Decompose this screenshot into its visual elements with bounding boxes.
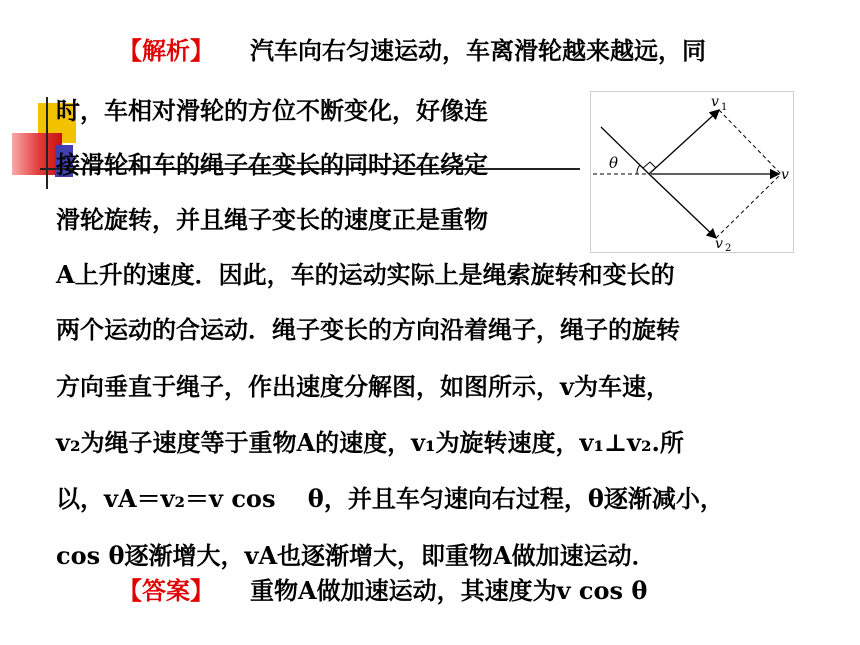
velocity-diagram	[591, 92, 793, 252]
analysis-line-text: 汽车向右匀速运动，车离滑轮越来越远，同	[250, 36, 706, 65]
right-angle-mark	[643, 162, 656, 168]
v1-label: v	[711, 94, 719, 110]
v1-subscript: 1	[721, 102, 728, 113]
theta-arc	[637, 165, 640, 174]
v1-arrow	[649, 110, 719, 174]
v2-arrow	[649, 174, 716, 238]
theta-label: θ	[609, 154, 619, 172]
v2-subscript: 2	[725, 243, 732, 252]
answer-tag: 【答案】	[118, 576, 214, 605]
text-line-8: v₂为绳子速度等于重物A的速度，v₁为旋转速度，v₁⊥v₂.所	[56, 428, 684, 457]
v2-label: v	[715, 236, 723, 252]
text-line-2: 时，车相对滑轮的方位不断变化，好像连	[56, 96, 488, 125]
text-line-10: cos θ逐渐增大，vA也逐渐增大，即重物A做加速运动．	[56, 541, 656, 570]
text-line-9: 以，vA＝v₂＝v cos θ，并且车匀速向右过程，θ逐渐减小，	[56, 484, 724, 513]
analysis-tag: 【解析】	[118, 36, 214, 65]
velocity-decomposition-figure	[590, 91, 794, 253]
text-line-4: 滑轮旋转，并且绳子变长的速度正是重物	[56, 205, 488, 234]
text-line-6: 两个运动的合运动．绳子变长的方向沿着绳子，绳子的旋转	[56, 315, 680, 344]
text-line-3: 接滑轮和车的绳子在变长的同时还在绕定	[56, 150, 488, 179]
dashed-line-v2-v	[716, 174, 781, 238]
text-line-1	[118, 36, 706, 66]
answer-line-text: 重物A做加速运动，其速度为v cos θ	[250, 576, 648, 605]
decor-vertical-rule	[46, 97, 48, 189]
text-line-5: A上升的速度．因此，车的运动实际上是绳索旋转和变长的	[56, 260, 675, 289]
v-label: v	[781, 167, 789, 183]
dashed-line-v1-v	[719, 110, 781, 174]
text-line-11	[118, 576, 647, 606]
text-line-7: 方向垂直于绳子，作出速度分解图，如图所示，v为车速，	[56, 372, 670, 401]
